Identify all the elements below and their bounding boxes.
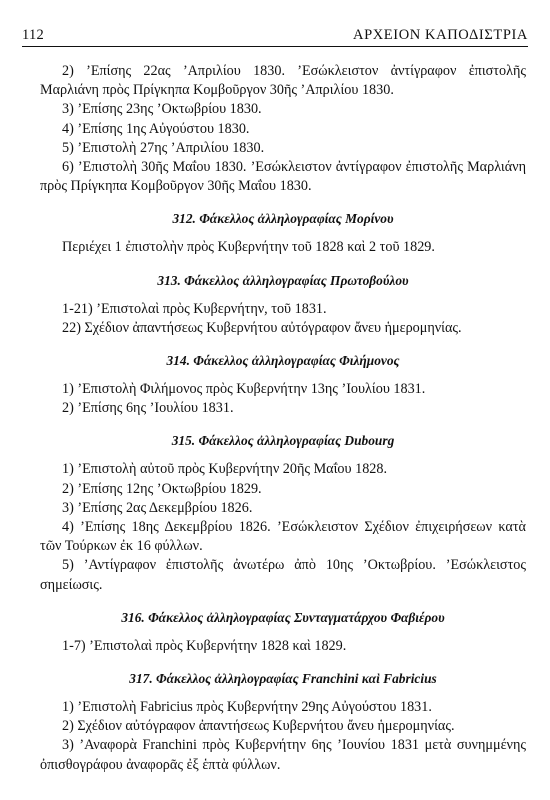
entry-line: 3) ’Αναφορὰ Franchini πρὸς Κυβερνήτην 6ης ’Ιουνίου 1831 μετὰ συνημμένης ὀπισθογράφου ἀναφορᾶς ἐξ ἑπτὰ φύλλων. <box>40 737 526 773</box>
section-312 <box>40 210 526 257</box>
entry-line: 1) ’Επιστολὴ Φιλήμονος πρὸς Κυβερνήτην 13ης ’Ιουλίου 1831. <box>62 381 426 398</box>
section-316 <box>40 609 526 656</box>
entry-line: 1-21) ’Επιστολαὶ πρὸς Κυβερνήτην, τοῦ 1831. <box>62 300 327 317</box>
entry-line: 1) ’Επιστολὴ αὐτοῦ πρὸς Κυβερνήτην 20ῆς Μαΐου 1828. <box>62 461 388 478</box>
running-header <box>22 14 528 47</box>
entry-line: 2) Σχέδιον αὐτόγραφον ἀπαντήσεως Κυβερνήτου ἄνευ ἡμερομηνίας. <box>62 718 455 735</box>
entry-line: 2) ’Επίσης 6ης ’Ιουλίου 1831. <box>62 400 234 417</box>
entry-line: 1-7) ’Επιστολαὶ πρὸς Κυβερνήτην 1828 καὶ 1829. <box>62 637 347 654</box>
section-313 <box>40 272 526 338</box>
entry-line: 5) ’Αντίγραφον ἐπιστολῆς ἀνωτέρω ἀπὸ 10ης ’Οκτωβρίου. ’Εσώκλειστος σημείωσις. <box>40 557 526 593</box>
page-number: 112 <box>22 27 45 43</box>
entry-line: 2) ’Επίσης 12ης ’Οκτωβρίου 1829. <box>62 480 262 497</box>
entry-line: 4) ’Επίσης 1ης Αὐγούστου 1830. <box>62 120 250 137</box>
section-heading: 317. Φάκελλος ἀλληλογραφίας Franchini καὶ Fabricius <box>129 671 437 687</box>
entry-line: 22) Σχέδιον ἀπαντήσεως Κυβερνήτου αὐτόγραφον ἄνευ ἡμερομηνίας. <box>62 319 462 336</box>
section-heading: 313. Φάκελλος ἀλληλογραφίας Πρωτοβούλου <box>157 272 409 288</box>
entry-line: 4) ’Επίσης 18ης Δεκεμβρίου 1826. ’Εσώκλειστον Σχέδιον ἐπιχειρήσεων κατὰ τῶν Τούρκων ἐκ 16 φύλλων. <box>40 519 526 555</box>
section-317 <box>40 670 526 775</box>
section-heading: 315. Φάκελλος ἀλληλογραφίας Dubourg <box>171 433 395 449</box>
section-heading: 312. Φάκελλος ἀλληλογραφίας Μορίνου <box>172 211 394 227</box>
continued-entry-list <box>40 62 526 196</box>
section-314 <box>40 352 526 418</box>
section-heading: 314. Φάκελλος ἀλληλογραφίας Φιλήμονος <box>166 353 400 369</box>
entry-line: 1) ’Επιστολὴ Fabricius πρὸς Κυβερνήτην 29ης Αὐγούστου 1831. <box>62 699 432 716</box>
entry-line: 6) ’Επιστολὴ 30ῆς Μαΐου 1830. ’Εσώκλειστον ἀντίγραφον ἐπιστολῆς Μαρλιάνη πρὸς Πρίγκηπα Κομβοῦργον 30ῆς Μαΐου 1830. <box>40 159 526 195</box>
entry-line: 3) ’Επίσης 2ας Δεκεμβρίου 1826. <box>62 499 253 516</box>
entry-line: 5) ’Επιστολὴ 27ης ’Απριλίου 1830. <box>62 139 265 156</box>
running-title: ΑΡΧΕΙΟΝ ΚΑΠΟΔΙΣΤΡΙΑ <box>353 27 528 43</box>
entry-line: 3) ’Επίσης 23ης ’Οκτωβρίου 1830. <box>62 101 262 118</box>
entry-line: 2) ’Επίσης 22ας ’Απριλίου 1830. ’Εσώκλειστον ἀντίγραφον ἐπιστολῆς Μαρλιάνη πρὸς Πρίγκηπα Κομβοῦργον 30ῆς ’Απριλίου 1830. <box>40 63 526 99</box>
section-315 <box>40 432 526 594</box>
page-content <box>40 62 526 775</box>
section-heading: 316. Φάκελλος ἀλληλογραφίας Συνταγματάρχου Φαβιέρου <box>121 609 445 625</box>
entry-line: Περιέχει 1 ἐπιστολὴν πρὸς Κυβερνήτην τοῦ 1828 καὶ 2 τοῦ 1829. <box>62 239 435 256</box>
